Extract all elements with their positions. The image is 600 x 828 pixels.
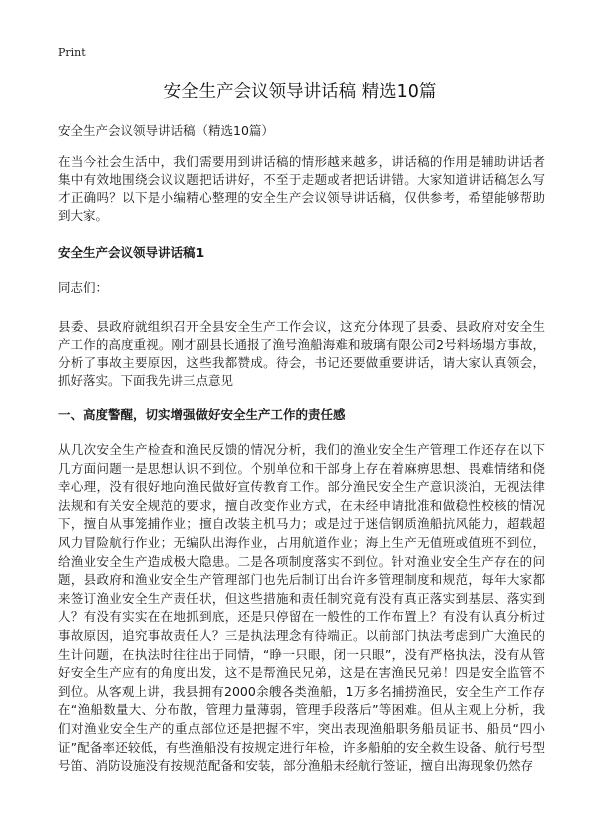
greeting: 同志们： (58, 280, 109, 295)
document-body (58, 122, 545, 776)
print-link[interactable]: Print (58, 46, 86, 59)
intro-paragraph: 在当今社会生活中，我们需要用到讲话稿的情形越来越多，讲话稿的作用是辅助讲话者集中有效地围绕会议议题把话讲好，不至于走题或者把话讲错。大家知道讲话稿怎么写才正确吗？以下是小编精心整理的安全生产会议领导讲话稿，仅供参考，希望能够帮助到大家。 (58, 154, 545, 223)
opening-paragraph: 县委、县政府就组织召开全县安全生产工作会议，这充分体现了县委、县政府对安全生产工作的高度重视。刚才副县长通报了渔号渔船海难和玻璃有限公司2号料场塌方事故，分析了事故主要原因，这些我都赞成。待会，书记还要做重要讲话，请大家认真领会，抓好落实。下面我先讲三点意见 (58, 319, 545, 388)
body-paragraph: 从几次安全生产检查和渔民反馈的情况分析，我们的渔业安全生产管理工作还存在以下几方面问题一是思想认识不到位。个别单位和干部身上存在着麻痹思想、畏难情绪和侥幸心理，没有很好地向渔民做好宣传教育工作。部分渔民安全生产意识淡泊，无视法律法规和有关安全规范的要求，擅自改变作业方式，在未经申请批准和做稳性校核的情况下，擅自从事笼捕作业；擅自改装主机马力；或是过于迷信钢质渔船抗风能力，超载超风力冒险航行作业；无编队出海作业，占用航道作业；海上生产无值班或值班不到位，给渔业安全生产造成极大隐患。二是各项制度落实不到位。针对渔业安全生产存在的问题，县政府和渔业安全生产管理部门也先后制订出台许多管理制度和规范，每年大家都来签订渔业安全生产责任状，但这些措施和责任制究竟有没有真正落实到基层、落实到人？有没有实实在在地抓到底，还是只停留在一般性的工作布置上？有没有认真分析过事故原因，追究事故责任人？三是执法理念有待端正。以前部门执法考虑到广大渔民的生计问题，在执法时往往出于同情，“睁一只眼，闭一只眼”，没有严格执法，没有从管好安全生产应有的角度出发，这不是帮渔民兄弟，这是在害渔民兄弟！四是安全监管不到位。从客观上讲，我县拥有2000余艘各类渔船，1万多名捕捞渔民，安全生产工作存在“渔船数量大、分布散，管理力量薄弱，管理手段落后”等困难。但从主观上分析，我们对渔业安全生产的重点部位还是把握不牢，突出表现渔船职务船员证书、船员“四小证”配备率还较低，有些渔船没有按规定进行年检，许多船舶的安全救生设备、航行号型号笛、消防设施没有按规范配备和安装，部分渔船未经航行签证，擅自出海现象仍然存 (58, 442, 545, 774)
point-heading: 一、高度警醒，切实增强做好安全生产工作的责任感 (58, 407, 346, 422)
section-heading: 安全生产会议领导讲话稿1 (58, 245, 205, 260)
document-subtitle: 安全生产会议领导讲话稿（精选10篇） (58, 123, 274, 138)
page-title: 安全生产会议领导讲话稿 精选10篇 (163, 82, 437, 102)
